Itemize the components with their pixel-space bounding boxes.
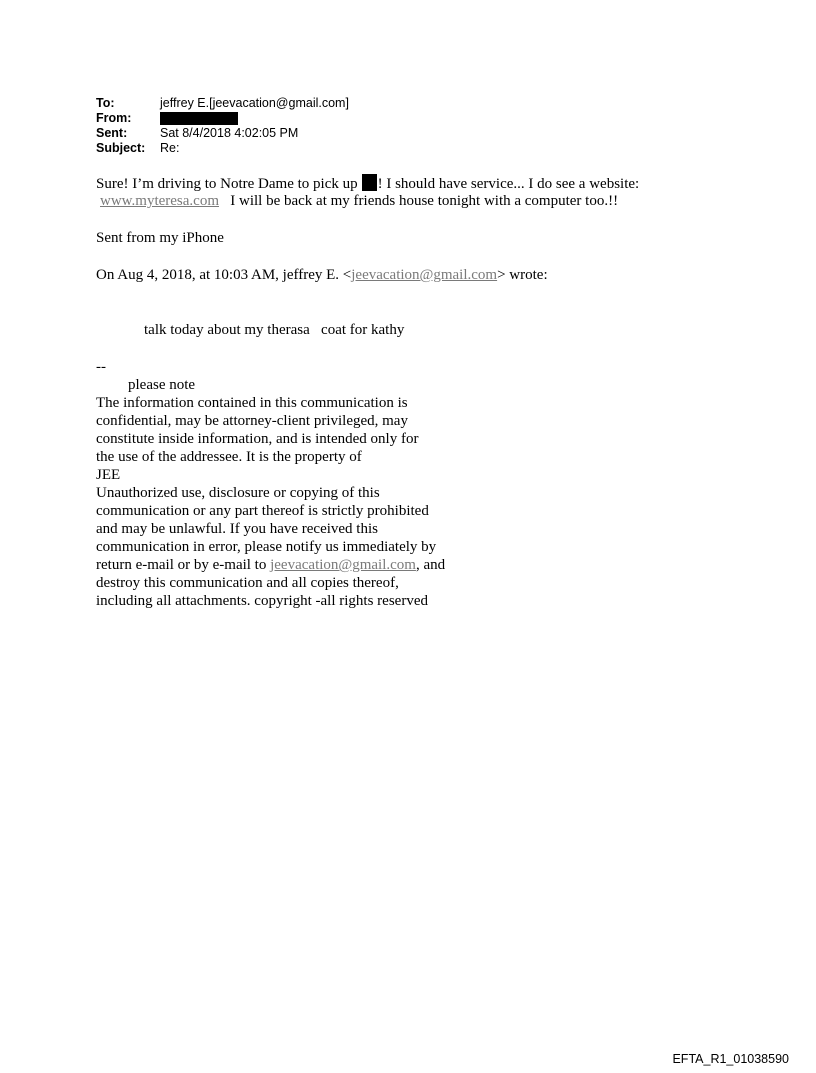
from-row [96, 111, 349, 126]
quoted-text: talk today about my therasa coat for kathy [144, 322, 405, 338]
inline-redaction [362, 174, 377, 191]
disclaimer-line: and may be unlawful. If you have received this [96, 521, 378, 537]
sent-label: Sent: [96, 126, 128, 140]
disclaimer-email-link[interactable]: jeevacation@gmail.com [270, 557, 416, 573]
quote-email-link[interactable]: jeevacation@gmail.com [351, 267, 498, 283]
disclaimer-line: the use of the addressee. It is the property of [96, 449, 362, 465]
disclaimer-line: Unauthorized use, disclosure or copying of this [96, 485, 380, 501]
sent-value: Sat 8/4/2018 4:02:05 PM [160, 126, 299, 140]
disclaimer-line: The information contained in this communication is [96, 395, 408, 411]
message-text: I will be back at my friends house tonight with a computer too.!! [219, 193, 619, 209]
disclaimer-line-email [96, 556, 445, 574]
quote-intro [96, 266, 548, 284]
disclaimer-line: including all attachments. copyright -all rights reserved [96, 593, 428, 609]
to-value: jeffrey E.[jeevacation@gmail.com] [160, 96, 349, 110]
disclaimer-line: constitute inside information, and is intended only for [96, 431, 419, 447]
from-redaction [160, 112, 238, 125]
disclaimer-note: please note [128, 377, 196, 393]
message-line-2 [100, 192, 618, 210]
message-line-1 [96, 174, 639, 193]
disclaimer-body [96, 394, 445, 610]
from-label: From: [96, 111, 132, 125]
website-link[interactable]: www.myteresa.com [100, 193, 219, 209]
signature: Sent from my iPhone [96, 230, 224, 246]
to-label: To: [96, 96, 115, 110]
to-row [96, 96, 349, 111]
quote-intro-text: > wrote: [497, 267, 548, 283]
disclaimer-text: , and [415, 557, 446, 573]
message-text: Sure! I’m driving to Notre Dame to pick up [96, 176, 358, 192]
message-text: ! I should have service... I do see a website: [377, 176, 640, 192]
disclaimer-line: communication or any part thereof is strictly prohibited [96, 503, 429, 519]
disclaimer-line: confidential, may be attorney-client privileged, may [96, 413, 408, 429]
sent-row [96, 126, 349, 141]
disclaimer-line: destroy this communication and all copies thereof, [96, 575, 399, 591]
disclaimer-line: JEE [96, 467, 121, 483]
subject-value: Re: [160, 141, 180, 155]
subject-label: Subject: [96, 141, 146, 155]
disclaimer-line: communication in error, please notify us immediately by [96, 539, 437, 555]
disclaimer-dashes: -- [96, 359, 106, 375]
quote-intro-text: On Aug 4, 2018, at 10:03 AM, jeffrey E. < [96, 267, 352, 283]
disclaimer-text: return e-mail or by e-mail to [96, 557, 271, 573]
document-id: EFTA_R1_01038590 [672, 1052, 789, 1066]
email-header [96, 96, 349, 156]
subject-row [96, 141, 349, 156]
